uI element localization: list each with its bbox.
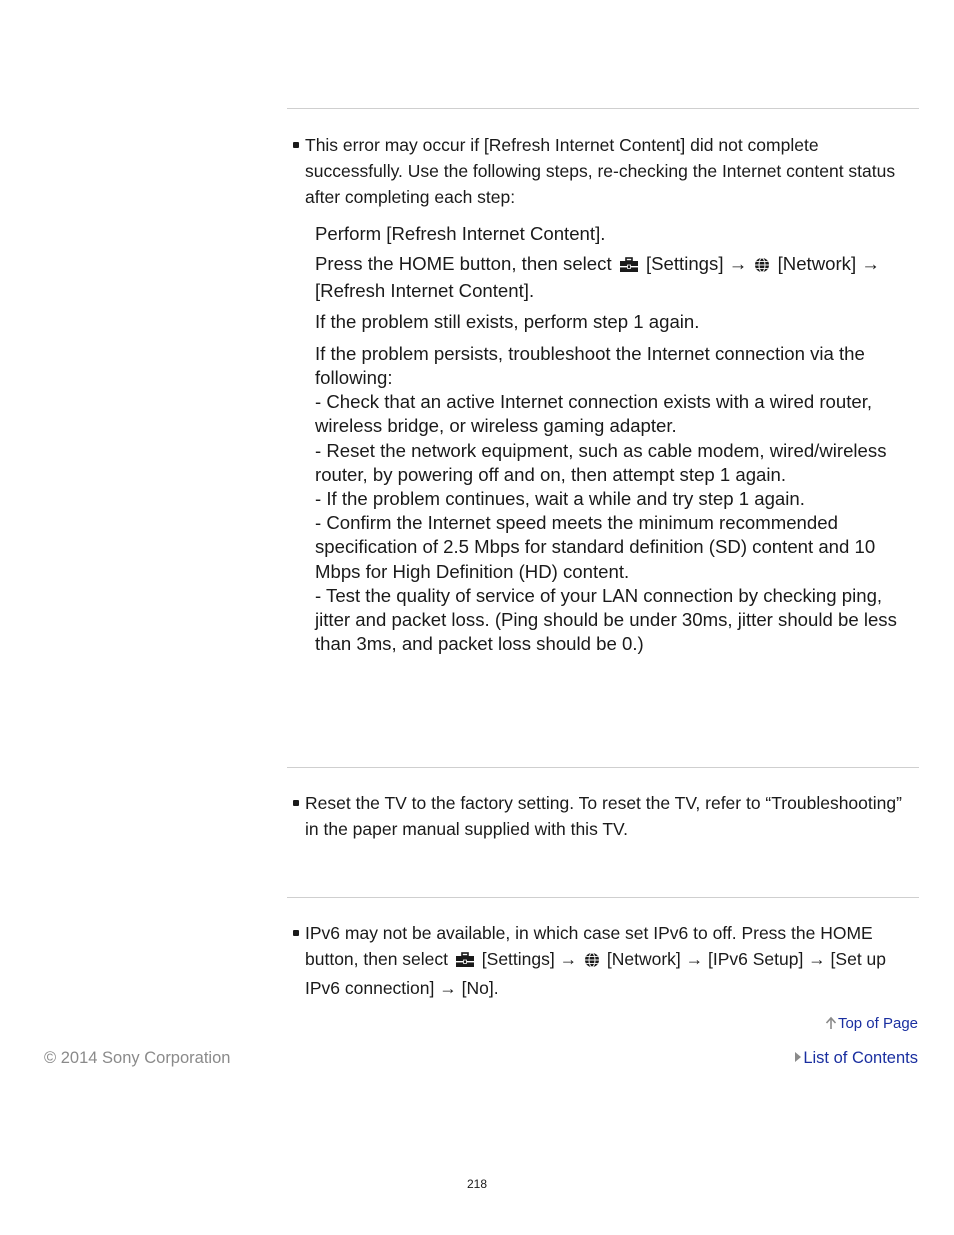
step-2: If the problem still exists, perform step 1 again. <box>315 310 700 332</box>
step-1-instruction-text-a: Press the HOME button, then select <box>315 253 612 275</box>
step-3-line: - Reset the network equipment, such as cable modem, wired/wireless router, by powering off and on, then attempt step 1 again. <box>315 439 887 485</box>
ipv6-text-a: IPv6 may not be available, in which case set IPv6 to off. Press the HOME button, then select <box>305 923 873 969</box>
step-3-line: - Check that an active Internet connection exists with a wired router, wireless bridge, or wireless gaming adapter. <box>315 391 873 437</box>
settings-label: [Settings] → <box>481 949 578 969</box>
step-3-line: - Test the quality of service of your LAN connection by checking ping, jitter and packet loss. (Ping should be under 30ms, jitter should be less than 3ms, and packet loss should be 0.) <box>315 584 897 655</box>
step-1-instruction-text-b: [Refresh Internet Content]. <box>315 280 535 302</box>
copyright: © 2014 Sony Corporation <box>44 1049 231 1067</box>
bullet-item-refresh-error <box>293 132 919 210</box>
top-of-page-label[interactable]: Top of Page <box>837 1015 918 1032</box>
globe-icon <box>754 255 770 279</box>
bullet-dot <box>293 142 299 148</box>
troubleshoot-steps <box>315 222 921 656</box>
step-3 <box>315 342 921 657</box>
bullet-text <box>293 920 919 1001</box>
section-divider-3 <box>287 897 919 898</box>
toolbox-icon <box>619 255 639 279</box>
up-arrow-icon <box>825 1016 837 1034</box>
network-label: [Network] → [IPv6 Setup] → [Set up IPv6 connection] → [No]. <box>305 949 887 998</box>
network-label: [Network] → <box>777 253 880 275</box>
bullet-text: This error may occur if [Refresh Internet Content] did not complete successfully. Use the following steps, re-checking the Internet content status after completing each step: <box>305 135 896 207</box>
step-3-line: If the problem persists, troubleshoot the Internet connection via the following: <box>315 342 865 389</box>
right-triangle-icon <box>794 1049 802 1068</box>
step-3-line: - Confirm the Internet speed meets the minimum recommended specification of 2.5 Mbps for standard definition (SD) content and 10 Mbps for High Definition (HD) content. <box>315 512 876 582</box>
step-3-line: - If the problem continues, wait a while and try step 1 again. <box>315 488 805 510</box>
bullet-text: Reset the TV to the factory setting. To reset the TV, refer to “Troubleshooting” in the paper manual supplied with this TV. <box>305 793 902 839</box>
top-of-page-link[interactable] <box>823 1015 918 1034</box>
bullet-dot <box>293 800 299 806</box>
globe-icon <box>584 949 600 975</box>
list-of-contents-link[interactable] <box>792 1049 918 1068</box>
bullet-item-ipv6 <box>293 920 919 1001</box>
list-of-contents-label[interactable]: List of Contents <box>803 1049 918 1067</box>
bullet-item-factory-reset <box>293 790 919 842</box>
section-divider-1 <box>287 108 919 109</box>
page-number: 218 <box>466 1177 488 1191</box>
step-1-instruction <box>315 252 921 303</box>
section-divider-2 <box>287 767 919 768</box>
settings-label: [Settings] → <box>645 253 748 275</box>
bullet-dot <box>293 930 299 936</box>
toolbox-icon <box>455 949 475 975</box>
step-1-title: Perform [Refresh Internet Content]. <box>315 223 606 244</box>
